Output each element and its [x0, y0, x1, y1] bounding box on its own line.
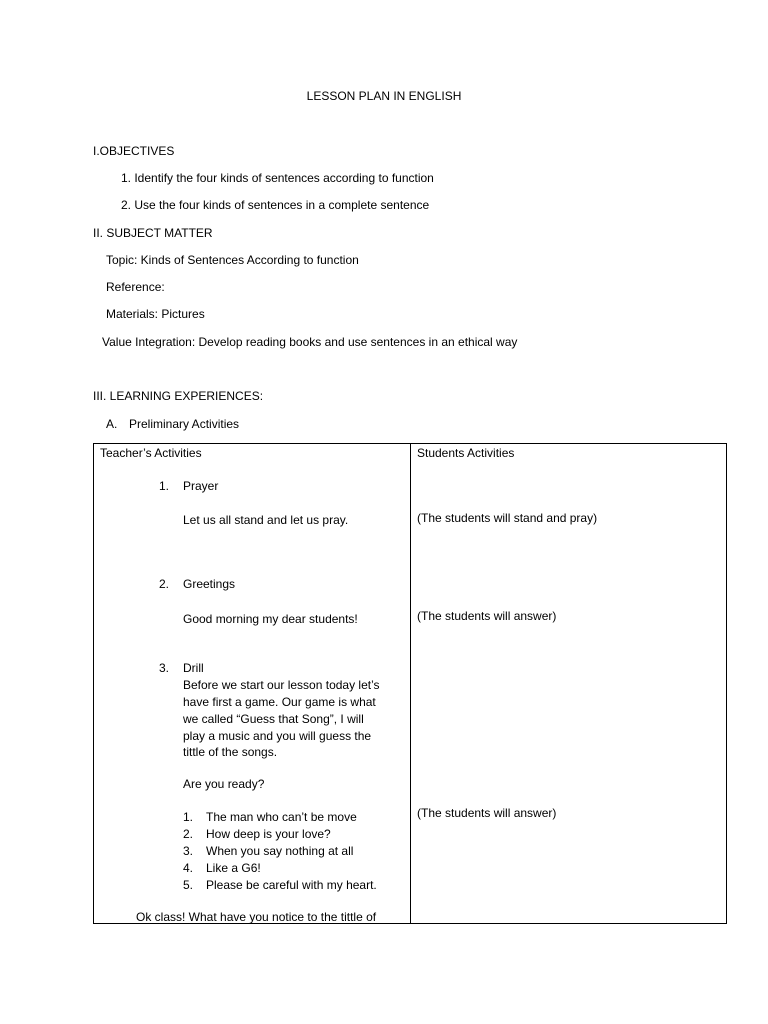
drill-line: have first a game. Our game is what: [183, 695, 376, 709]
song-title: Like a G6!: [206, 861, 261, 875]
drill-label: Drill: [183, 661, 204, 675]
column-divider: [410, 444, 411, 923]
greetings-number: 2.: [158, 577, 169, 591]
drill-line: Before we start our lesson today let’s: [183, 678, 380, 692]
song-number: 1.: [182, 810, 193, 824]
songs-response: (The students will answer): [417, 806, 557, 820]
teacher-activities-header: Teacher’s Activities: [100, 446, 202, 460]
song-title: How deep is your love?: [206, 827, 331, 841]
page-title: LESSON PLAN IN ENGLISH: [306, 89, 462, 103]
students-activities-header: Students Activities: [417, 446, 515, 460]
greetings-response: (The students will answer): [417, 609, 557, 623]
preliminary-letter: A.: [106, 417, 118, 431]
subject-matter-heading: II. SUBJECT MATTER: [93, 226, 213, 240]
learning-experiences-heading: III. LEARNING EXPERIENCES:: [93, 389, 264, 403]
preliminary-activities-label: Preliminary Activities: [129, 417, 240, 431]
greetings-text: Good morning my dear students!: [183, 612, 358, 626]
song-number: 4.: [182, 861, 193, 875]
prayer-text: Let us all stand and let us pray.: [183, 513, 349, 527]
value-integration-line: Value Integration: Develop reading books and use sentences in an ethical way: [102, 335, 518, 349]
song-title: The man who can’t be move: [206, 810, 357, 824]
closing-question: Ok class! What have you notice to the tittle of: [136, 910, 377, 924]
drill-line: play a music and you will guess the: [183, 729, 372, 743]
activities-table: [93, 443, 727, 924]
song-title: When you say nothing at all: [206, 844, 354, 858]
prayer-response: (The students will stand and pray): [417, 511, 598, 525]
song-number: 2.: [182, 827, 193, 841]
materials-line: Materials: Pictures: [106, 307, 205, 321]
ready-question: Are you ready?: [183, 777, 265, 791]
drill-number: 3.: [158, 661, 169, 675]
song-number: 3.: [182, 844, 193, 858]
objective-item-1: 1. Identify the four kinds of sentences according to function: [121, 171, 434, 185]
reference-line: Reference:: [106, 280, 165, 294]
objective-item-2: 2. Use the four kinds of sentences in a complete sentence: [121, 198, 430, 212]
prayer-number: 1.: [158, 479, 169, 493]
drill-line: tittle of the songs.: [183, 745, 278, 759]
song-number: 5.: [182, 878, 193, 892]
song-title: Please be careful with my heart.: [206, 878, 377, 892]
prayer-label: Prayer: [183, 479, 219, 493]
drill-line: we called “Guess that Song”, I will: [183, 712, 364, 726]
greetings-label: Greetings: [183, 577, 236, 591]
objectives-heading: I.OBJECTIVES: [93, 144, 175, 158]
topic-line: Topic: Kinds of Sentences According to function: [106, 253, 359, 267]
